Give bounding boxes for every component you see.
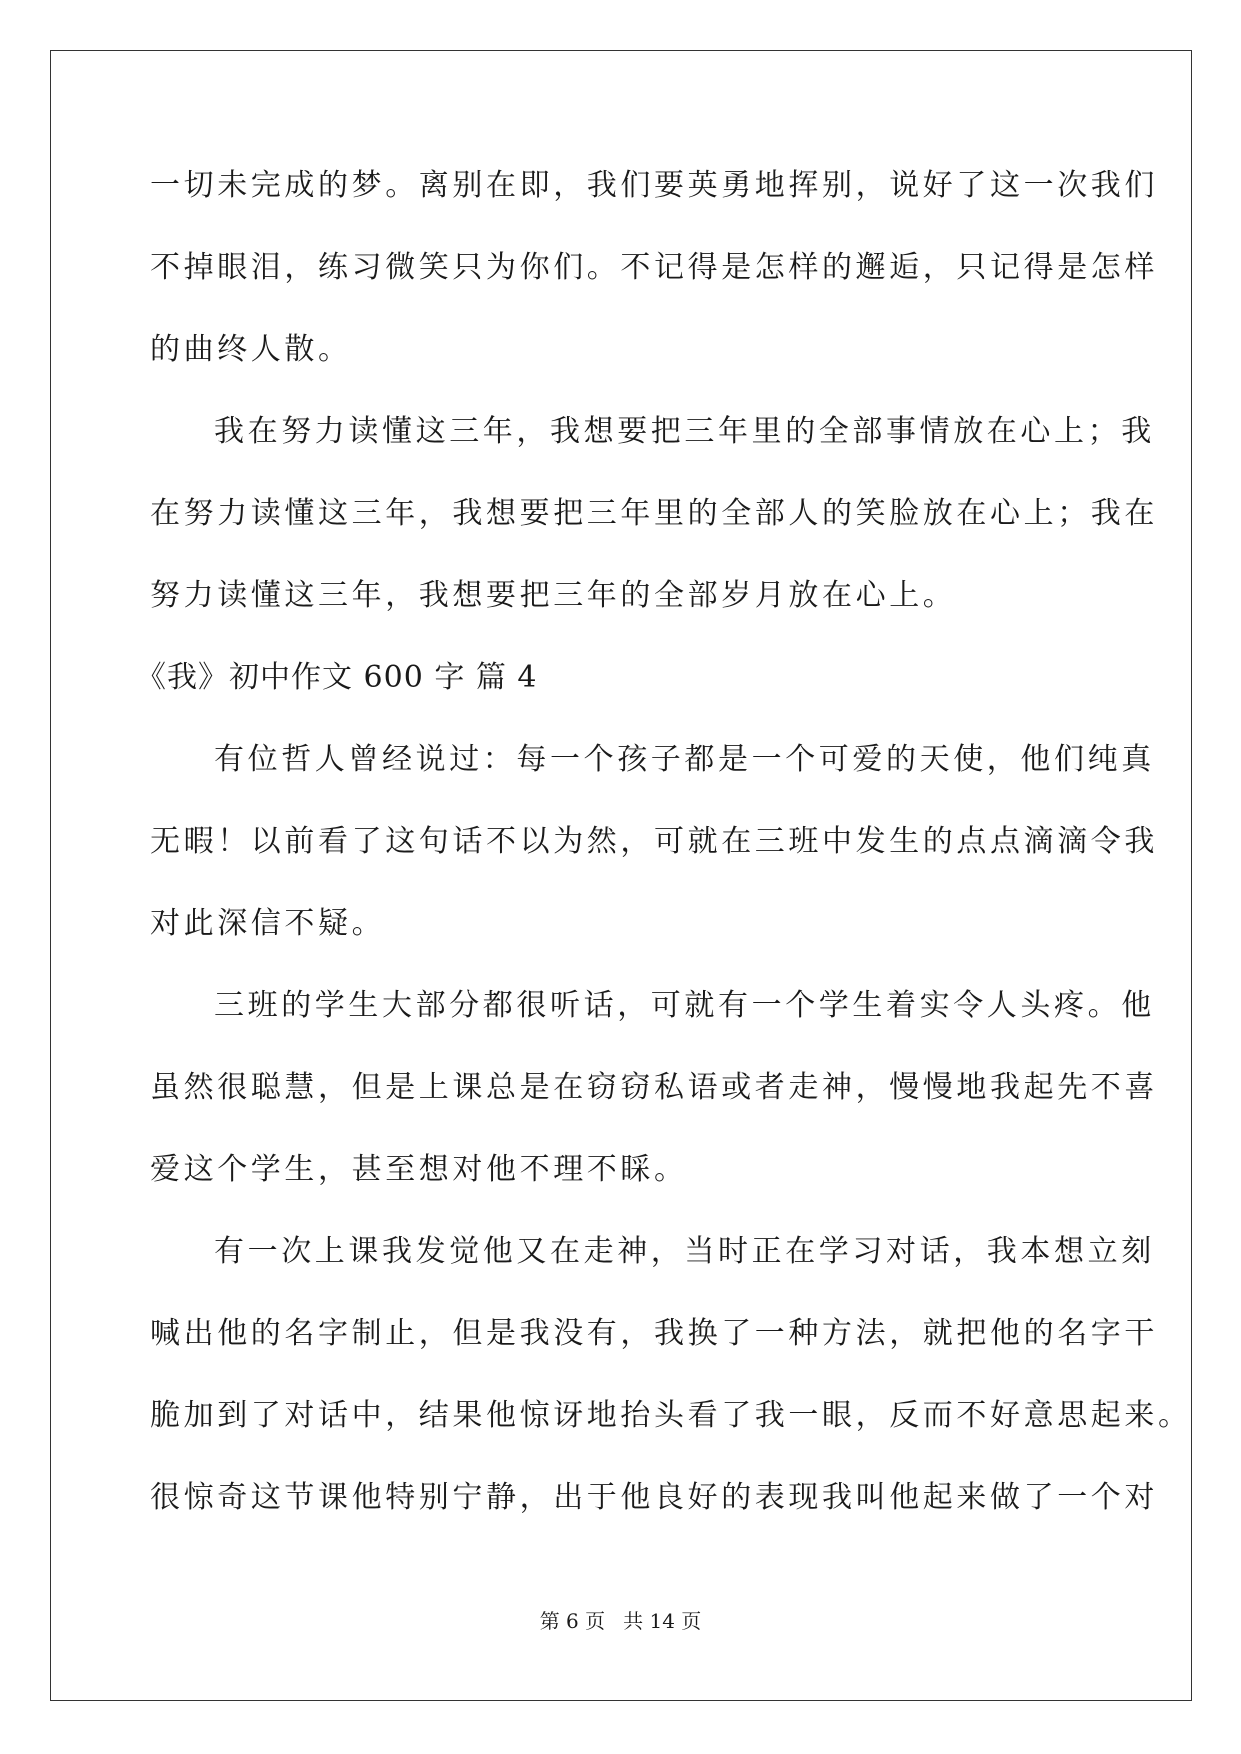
text-line: 在努力读懂这三年，我想要把三年里的全部人的笑脸放在心上；我在 [150,496,1158,531]
document-body [136,160,1192,1554]
text-line: 的曲终人散。 [150,332,352,367]
text-line: 不掉眼泪，练习微笑只为你们。不记得是怎样的邂逅，只记得是怎样 [150,250,1158,285]
page-footer [0,1605,1241,1634]
text-line: 努力读懂这三年，我想要把三年的全部岁月放在心上。 [150,578,957,613]
section-heading: 《我》初中作文 600 字 篇 4 [136,660,538,695]
text-line: 有位哲人曾经说过：每一个孩子都是一个可爱的天使，他们纯真 [214,742,1155,777]
text-line: 喊出他的名字制止，但是我没有，我换了一种方法，就把他的名字干 [150,1316,1158,1351]
text-line: 三班的学生大部分都很听话，可就有一个学生着实令人头疼。他 [214,988,1155,1023]
text-line: 对此深信不疑。 [150,906,386,941]
text-line: 有一次上课我发觉他又在走神，当时正在学习对话，我本想立刻 [214,1234,1155,1269]
text-line: 很惊奇这节课他特别宁静，出于他良好的表现我叫他起来做了一个对 [150,1480,1158,1515]
page-total: 共 14 页 [623,1609,702,1633]
text-line: 无暇！以前看了这句话不以为然，可就在三班中发生的点点滴滴令我 [150,824,1158,859]
page-number: 第 6 页 [539,1609,606,1633]
text-line: 脆加到了对话中，结果他惊讶地抬头看了我一眼，反而不好意思起来。 [150,1398,1192,1433]
text-line: 一切未完成的梦。离别在即，我们要英勇地挥别，说好了这一次我们 [150,168,1158,203]
text-line: 爱这个学生，甚至想对他不理不睬。 [150,1152,688,1187]
text-line: 我在努力读懂这三年，我想要把三年里的全部事情放在心上；我 [214,414,1155,449]
text-line: 虽然很聪慧，但是上课总是在窃窃私语或者走神，慢慢地我起先不喜 [150,1070,1158,1105]
